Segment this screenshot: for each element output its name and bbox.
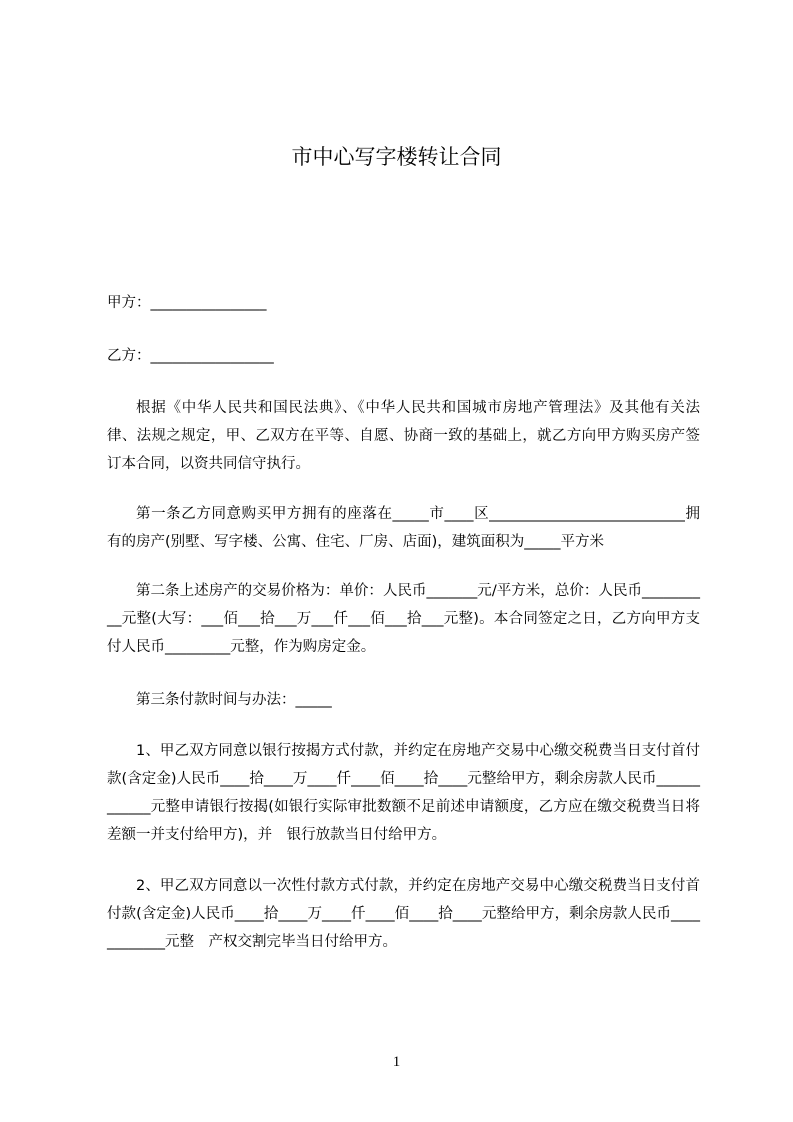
preamble-paragraph: 根据《中华人民共和国民法典》、《中华人民共和国城市房地产管理法》及其他有关法律、法规之规定，甲、乙双方在平等、自愿、协商一致的基础上，就乙方向甲方购买房产签订本合同，以资共同信守执行。	[107, 400, 700, 472]
party-b-line: 乙方：_________________	[107, 348, 274, 364]
document-title: 市中心写字楼转让合同	[291, 145, 502, 169]
payment-clause-1: 1、甲乙双方同意以银行按揭方式付款，并约定在房地产交易中心缴交税费当日支付首付款(含定金)人民币____拾____万____仟____佰____拾____元整给甲方，剩余房款人民币____________元整申请银行按揭(如银行实际审批数额不足前述申请额度，乙方应在缴交税费当日将差额一并支付给甲方)，并 银行放款当日付给甲方。	[107, 743, 700, 843]
payment-clause-2: 2、甲乙双方同意以一次性付款方式付款，并约定在房地产交易中心缴交税费当日支付首付款(含定金)人民币____拾____万____仟____佰____拾____元整给甲方，剩余房款人民币____________元整 产权交割完毕当日付给甲方。	[107, 878, 700, 950]
article-1-paragraph: 第一条乙方同意购买甲方拥有的座落在_____市____区___________________________拥有的房产(别墅、写字楼、公寓、住宅、厂房、店面)，建筑面积为_____平方米	[107, 506, 700, 550]
page-number: 1	[392, 1054, 401, 1070]
article-3-paragraph: 第三条付款时间与办法：_____	[136, 692, 332, 708]
party-a-line: 甲方：________________	[107, 295, 267, 311]
article-2-paragraph: 第二条上述房产的交易价格为：单价：人民币_______元/平方米，总价：人民币__________元整(大写：___佰___拾___万___仟___佰___拾___元整)。本合同签定之日，乙方向甲方支付人民币_________元整，作为购房定金。	[107, 583, 700, 655]
